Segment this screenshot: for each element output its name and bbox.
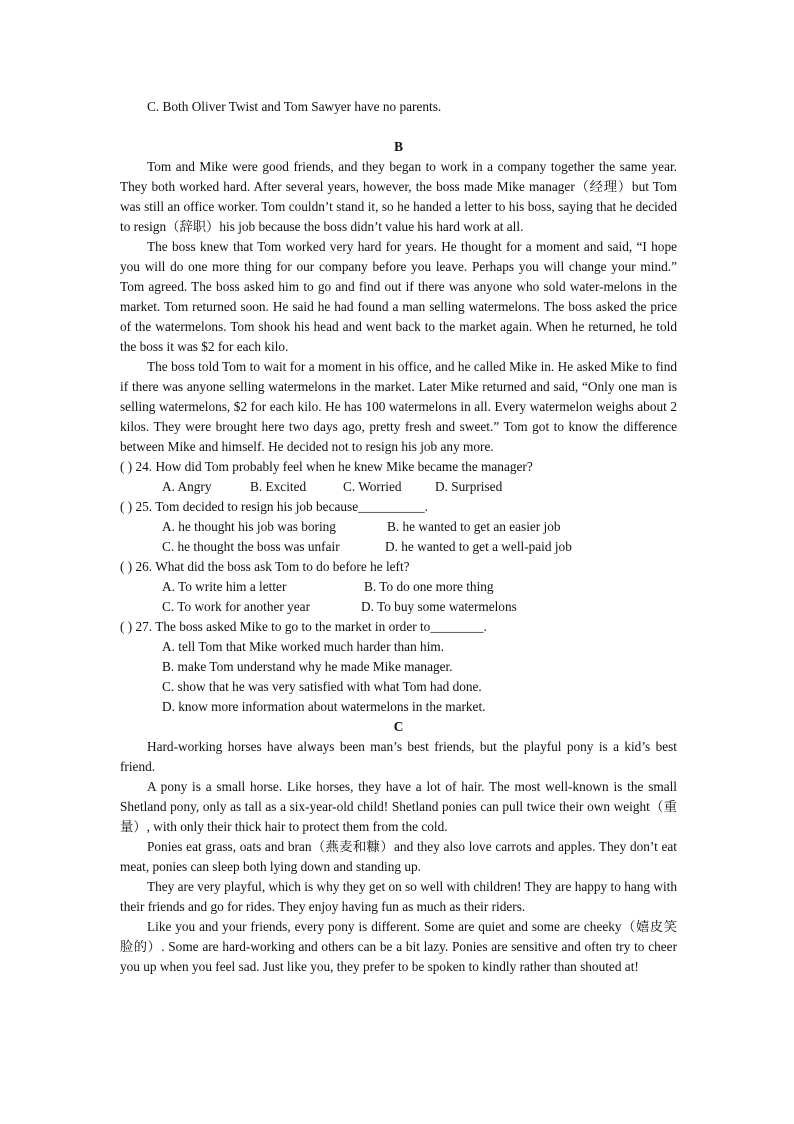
question-26-option-c: C. To work for another year — [162, 599, 310, 614]
question-24-option-b: B. Excited — [250, 479, 307, 494]
section-b-heading: B — [394, 139, 403, 154]
section-c-paragraph-4: They are very playful, which is why they get on so well with children! They are happy to hang with their friends and go for rides. They enjoy having fun as much as their riders. — [120, 879, 678, 914]
question-27-option-c: C. show that he was very satisfied with what Tom had done. — [162, 679, 482, 694]
question-26-option-a: A. To write him a letter — [162, 579, 287, 594]
section-b-paragraph-3: The boss told Tom to wait for a moment in his office, and he called Mike in. He asked Mike to find if there was anyone selling watermelons in the market. Later Mike returned and said, “Only one man is selling watermelons, $2 for each kilo. He has 100 watermelons in all. Every watermelon weighs about 2 kilos. They were brought here two days ago, pretty fresh and sweet.” Tom got to know the difference between Mike and himself. He decided not to resign his job any more. — [120, 359, 677, 454]
section-c-paragraph-3: Ponies eat grass, oats and bran（燕麦和糠）and they also love carrots and apples. They don’t eat meat, ponies can sleep both lying down and standing up. — [120, 839, 677, 874]
section-c-heading: C — [393, 719, 404, 734]
question-25-option-c: C. he thought the boss was unfair — [162, 539, 340, 554]
question-25-option-b: B. he wanted to get an easier job — [387, 519, 561, 534]
section-c-paragraph-2: A pony is a small horse. Like horses, they have a lot of hair. The most well-known is the small Shetland pony, only as tall as a six-year-old child! Shetland ponies can pull twice their own weight（重量）, with only their thick hair to protect them from the cold. — [120, 779, 677, 834]
question-24-option-a: A. Angry — [162, 479, 212, 494]
document-page — [120, 97, 677, 977]
section-c-paragraph-1: Hard-working horses have always been man’s best friends, but the playful pony is a kid’s best friend. — [120, 739, 677, 774]
question-24-option-d: D. Surprised — [435, 479, 503, 494]
question-27-option-b: B. make Tom understand why he made Mike manager. — [162, 659, 453, 674]
section-b-paragraph-2: The boss knew that Tom worked very hard for years. He thought for a moment and said, “I hope you will do one more thing for our company before you leave. Perhaps you will change your mind.” Tom agreed. The boss asked him to go and find out if there was anyone who sold water-melons in the market. Tom returned soon. He said he had found a man selling watermelons. The boss asked the price of the watermelons. Tom shook his head and went back to the market again. When he returned, he told the boss it was $2 for each kilo. — [120, 239, 677, 354]
question-25-option-a: A. he thought his job was boring — [162, 519, 336, 534]
question-25-options-row-1 — [120, 517, 677, 537]
question-27-stem: ( ) 27. The boss asked Mike to go to the market in order to________. — [120, 619, 487, 634]
question-26-stem: ( ) 26. What did the boss ask Tom to do before he left? — [120, 559, 410, 574]
previous-question-option: C. Both Oliver Twist and Tom Sawyer have no parents. — [147, 99, 442, 114]
question-26-options-row-1 — [120, 577, 677, 597]
question-24-option-c: C. Worried — [343, 479, 402, 494]
question-26-option-d: D. To buy some watermelons — [361, 599, 517, 614]
question-24-stem: ( ) 24. How did Tom probably feel when he knew Mike became the manager? — [120, 459, 533, 474]
section-c-paragraph-5: Like you and your friends, every pony is different. Some are quiet and some are cheeky（嬉皮笑脸的）. Some are hard-working and others can be a bit lazy. Ponies are sensitive and often try to cheer you up when you feel sad. Just like you, they prefer to be spoken to kindly rather than shouted at! — [120, 919, 677, 974]
section-b-paragraph-1: Tom and Mike were good friends, and they began to work in a company together the same year. They both worked hard. After several years, however, the boss made Mike manager（经理）but Tom was still an office worker. Tom couldn’t stand it, so he handed a letter to his boss, saying that he decided to resign（辞职）his job because the boss didn’t value his hard work at all. — [120, 159, 677, 234]
question-27-option-d: D. know more information about watermelons in the market. — [162, 699, 486, 714]
question-25-stem: ( ) 25. Tom decided to resign his job because__________. — [120, 499, 428, 514]
question-25-options-row-2 — [120, 537, 677, 557]
question-24-options — [120, 477, 677, 497]
question-25-option-d: D. he wanted to get a well-paid job — [385, 539, 572, 554]
question-26-options-row-2 — [120, 597, 677, 617]
question-26-option-b: B. To do one more thing — [364, 579, 494, 594]
question-27-option-a: A. tell Tom that Mike worked much harder than him. — [162, 639, 445, 654]
